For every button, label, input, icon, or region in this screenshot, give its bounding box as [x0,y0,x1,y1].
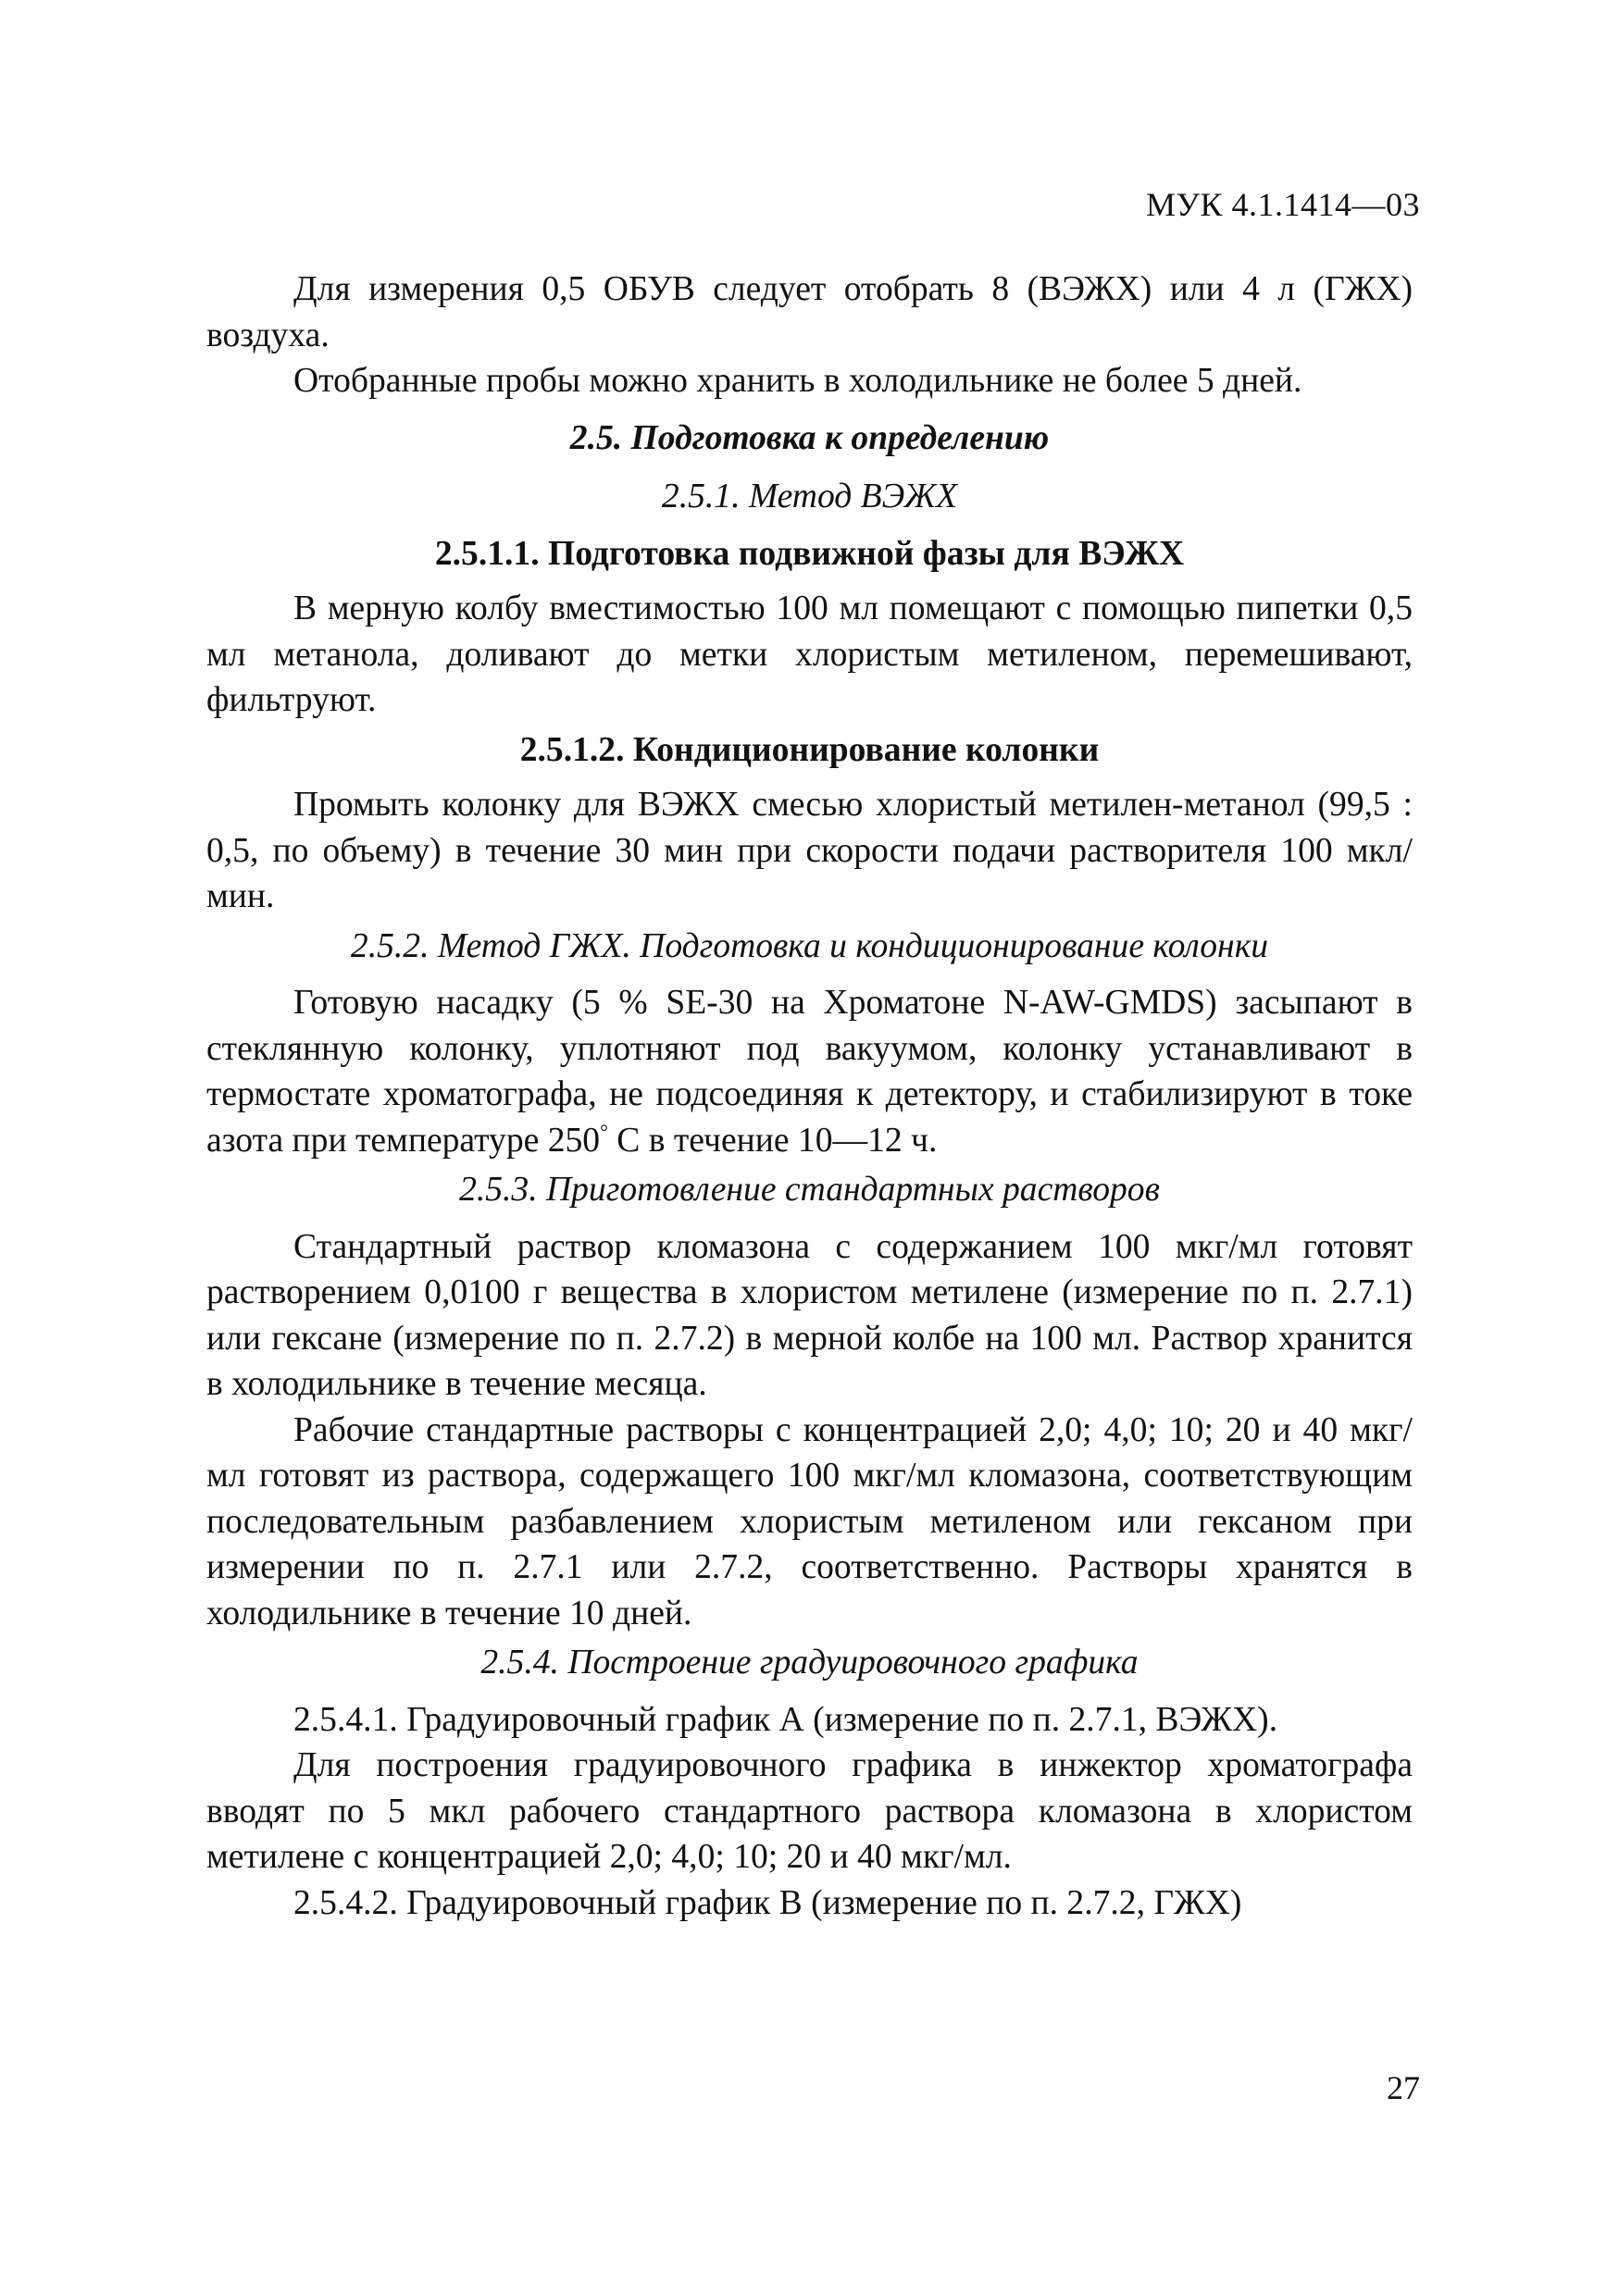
subsubsection-heading-2-5-1-2: 2.5.1.2. Кондиционирование колонки [519,730,1100,769]
document-body [206,267,1413,1926]
document-code-header: МУК 4.1.1414—03 [1145,186,1420,223]
paragraph: Для измерения 0,5 ОБУВ следует отобрать 8 (ВЭЖХ) или 4 л (ГЖХ) воздуха. [206,270,1413,354]
paragraph: Стандартный раствор кломазона с содержанием 100 мкг/мл готовят растворением 0,0100 г вещества в хлористом метилене (измерение по п. 2.7.1) или гексане (измерение по п. 2.7.2) в мерной колбе на 100 мл. Раствор хранится в холодильнике в течение месяца. [206,1227,1413,1403]
paragraph-text: С в течение 10—12 ч. [607,1121,938,1160]
degree-sign: ° [600,1119,608,1143]
paragraph [206,980,1413,1163]
paragraph: Отобранные пробы можно хранить в холодильнике не более 5 дней. [293,362,1302,400]
subsection-heading-2-5-4: 2.5.4. Построение градуировочного графика [480,1644,1139,1682]
subsection-heading-2-5-3: 2.5.3. Приготовление стандартных растворов [459,1171,1160,1209]
paragraph: Для построения градуировочного графика в инжектор хроматографа вводят по 5 мкл рабочего стандартного раствора кломазона в хлористом метилене с концентрацией 2,0; 4,0; 10; 20 и 40 мкг/мл. [206,1746,1413,1876]
paragraph: Промыть колонку для ВЭЖХ смесью хлористый метилен-метанол (99,5 : 0,5, по объему) в течение 30 мин при скорости подачи растворителя 100 мкл/мин. [206,786,1413,915]
subsection-heading-2-5-1: 2.5.1. Метод ВЭЖХ [661,478,958,515]
section-heading-2-5: 2.5. Подготовка к определению [569,418,1050,457]
paragraph: 2.5.4.2. Градуировочный график В (измерение по п. 2.7.2, ГЖХ) [293,1883,1242,1922]
paragraph: 2.5.4.1. Градуировочный график А (измерение по п. 2.7.1, ВЭЖХ). [293,1700,1278,1739]
paragraph: В мерную колбу вместимостью 100 мл помещают с помощью пипетки 0,5 мл метанола, доливают до метки хлористым метиленом, перемешивают, фильтруют. [206,590,1413,719]
subsubsection-heading-2-5-1-1: 2.5.1.1. Подготовка подвижной фазы для ВЭЖХ [434,534,1185,573]
page-number: 27 [1387,2069,1420,2106]
paragraph-text: Готовую насадку (5 % SE-30 на Хроматоне N-AW-GMDS) засыпают в стеклянную колонку, уплотняют под вакуумом, колонку устанавливают в термостате хроматографа, не подсоединяя к детектору, и стабилизируют в токе азота при температуре 250 [206,984,1413,1160]
subsection-heading-2-5-2: 2.5.2. Метод ГЖХ. Подготовка и кондиционирование колонки [350,926,1269,965]
paragraph: Рабочие стандартные растворы с концентрацией 2,0; 4,0; 10; 20 и 40 мкг/мл готовят из раствора, содержащего 100 мкг/мл кломазона, соответствующим последовательным разбавлением хлористым метиленом или гексаном при измерении по п. 2.7.1 или 2.7.2, соответственно. Растворы хранятся в холодильнике в течение 10 дней. [206,1410,1413,1632]
